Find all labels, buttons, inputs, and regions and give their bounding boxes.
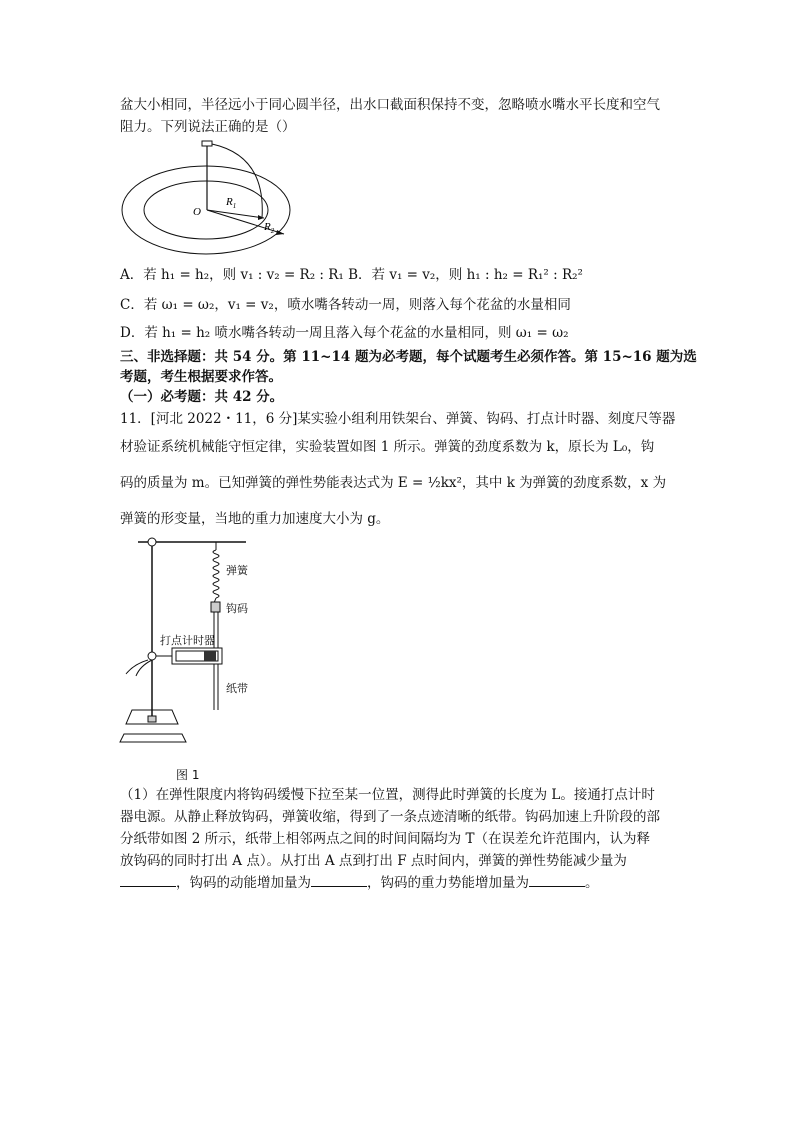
option-d: D．若 h₁ = h₂ 喷水嘴各转动一周且落入每个花盆的水量相同，则 ω₁ = ω₂: [120, 325, 569, 341]
answer-blank-2[interactable]: [311, 874, 367, 887]
clamp-top: [148, 538, 156, 546]
label-tape: 纸带: [226, 682, 248, 695]
q11-line-1: 11．[河北 2022・11，6 分]某实验小组利用铁架台、弹簧、钩码、打点计时器、刻度尺等器: [120, 411, 676, 427]
answer-blank-3[interactable]: [529, 874, 585, 887]
label-r1-sub: 1: [232, 202, 237, 210]
label-r2-sub: 2: [270, 227, 275, 235]
timer-coil: [204, 651, 216, 661]
label-r2: R: [264, 221, 271, 233]
label-o: O: [193, 206, 201, 218]
section3-line-2: 考题，考生根据要求作答。: [120, 369, 282, 385]
label-r1: R: [226, 196, 233, 208]
answer-blank-1[interactable]: [120, 874, 176, 887]
intro-line-1: 盆大小相同，半径远小于同心圆半径，出水口截面积保持不变，忽略喷水嘴水平长度和空气: [120, 97, 660, 113]
intro-line-2: 阻力。下列说法正确的是（）: [120, 119, 296, 135]
option-c: C．若 ω₁ = ω₂，v₁ = v₂，喷水嘴各转动一周，则落入每个花盆的水量相同: [120, 297, 571, 313]
q11-line-2: 材验证系统机械能守恒定律，实验装置如图 1 所示。弹簧的劲度系数为 k，原长为 L₀，钩: [120, 439, 655, 455]
nozzle-head: [202, 141, 212, 146]
hook-weight: [211, 602, 220, 612]
spring-coil: [213, 550, 219, 598]
outer-ellipse: [122, 166, 290, 254]
q11-line-3: 码的质量为 m。已知弹簧的弹性势能表达式为 E = ½kx²，其中 k 为弹簧的劲度系数，x 为: [120, 475, 667, 491]
label-hook-weight: 钩码: [226, 602, 248, 615]
option-ab: A．若 h₁ = h₂，则 v₁ : v₂ = R₂ : R₁ B．若 v₁ = v₂，则 h₁ : h₂ = R₁² : R₂²: [120, 267, 583, 283]
q11-line-4: 弹簧的形变量，当地的重力加速度大小为 g。: [120, 511, 390, 527]
figure1-caption: 图 1: [176, 768, 200, 782]
svg-text:R1: [225, 196, 236, 210]
concentric-circles-figure: [118, 138, 298, 263]
part1-line-5-c: 。: [585, 875, 599, 891]
section3-line-1: 三、非选择题：共 54 分。第 11~14 题为必考题，每个试题考生必须作答。第 15~16 题为选: [120, 349, 697, 365]
part1-line-3: 分纸带如图 2 所示，纸带上相邻两点之间的时间间隔均为 T（在误差允许范围内，认为释: [120, 831, 650, 847]
section3-subheading: （一）必考题：共 42 分。: [120, 389, 284, 405]
svg-text:R2: [263, 221, 275, 235]
power-cable: [126, 660, 152, 676]
part1-line-4: 放钩码的同时打出 A 点）。从打出 A 点到打出 F 点时间内，弹簧的弹性势能减少量为: [120, 853, 627, 869]
water-arc: [212, 144, 262, 218]
part1-line-5-a: ，钩码的动能增加量为: [176, 875, 311, 891]
radius-r1: [207, 210, 264, 218]
part1-line-5-b: ，钩码的重力势能增加量为: [367, 875, 529, 891]
part1-line-1: （1）在弹性限度内将钩码缓慢下拉至某一位置，测得此时弹簧的长度为 L。接通打点计时: [120, 787, 655, 803]
part1-line-5: [120, 874, 599, 892]
label-spring: 弹簧: [226, 564, 248, 577]
part1-line-2: 器电源。从静止释放钩码，弹簧收缩，得到了一条点迹清晰的纸带。钩码加速上升阶段的部: [120, 809, 660, 825]
inner-ellipse: [144, 181, 268, 239]
clamp-mid: [148, 652, 156, 660]
label-timer: 打点计时器: [160, 634, 215, 647]
